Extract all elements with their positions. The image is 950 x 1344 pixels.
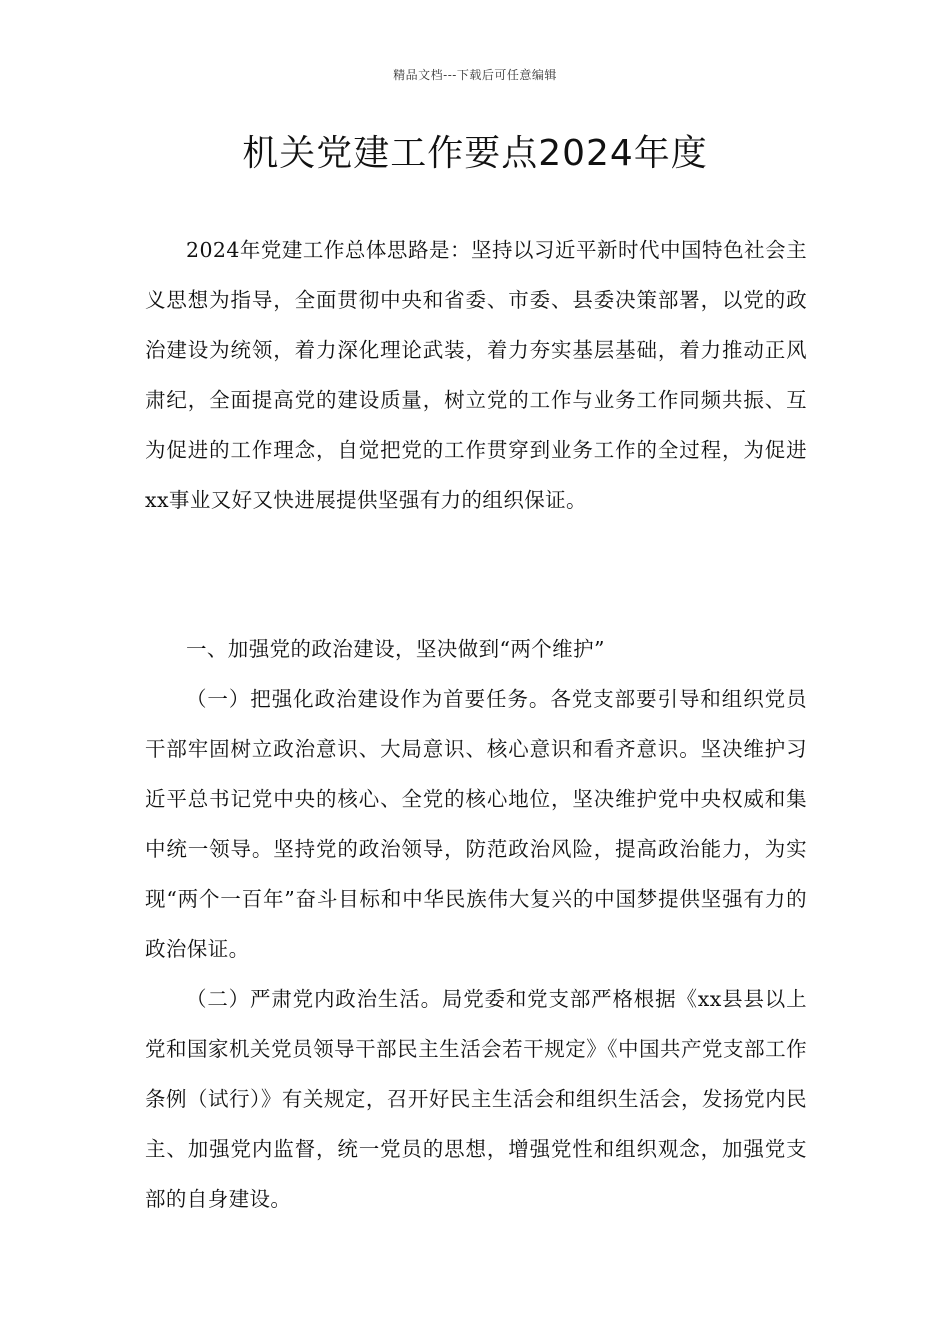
page-header-note: 精品文档---下载后可任意编辑 (393, 68, 557, 82)
section-heading-1: 一、加强党的政治建设，坚决做到“两个维护” (186, 637, 605, 661)
body-paragraph-2: （二）严肃党内政治生活。局党委和党支部严格根据《xx县县以上党和国家机关党员领导干部民主生活会若干规定》《中国共产党支部工作条例（试行）》有关规定，召开好民主生活会和组织生活会，发扬党内民主、加强党内监督，统一党员的思想，增强党性和组织观念，加强党支部的自身建设。 (145, 987, 807, 1211)
intro-paragraph: 2024年党建工作总体思路是：坚持以习近平新时代中国特色社会主义思想为指导，全面贯彻中央和省委、市委、县委决策部署，以党的政治建设为统领，着力深化理论武装，着力夯实基层基础，着力推动正风肃纪，全面提高党的建设质量，树立党的工作与业务工作同频共振、互为促进的工作理念，自觉把党的工作贯穿到业务工作的全过程，为促进xx事业又好又快进展提供坚强有力的组织保证。 (145, 238, 807, 512)
body-paragraph-1: （一）把强化政治建设作为首要任务。各党支部要引导和组织党员干部牢固树立政治意识、大局意识、核心意识和看齐意识。坚决维护习近平总书记党中央的核心、全党的核心地位，坚决维护党中央权威和集中统一领导。坚持党的政治领导，防范政治风险，提高政治能力，为实现“两个一百年”奋斗目标和中华民族伟大复兴的中国梦提供坚强有力的政治保证。 (145, 687, 807, 961)
document-title: 机关党建工作要点2024年度 (242, 133, 708, 174)
